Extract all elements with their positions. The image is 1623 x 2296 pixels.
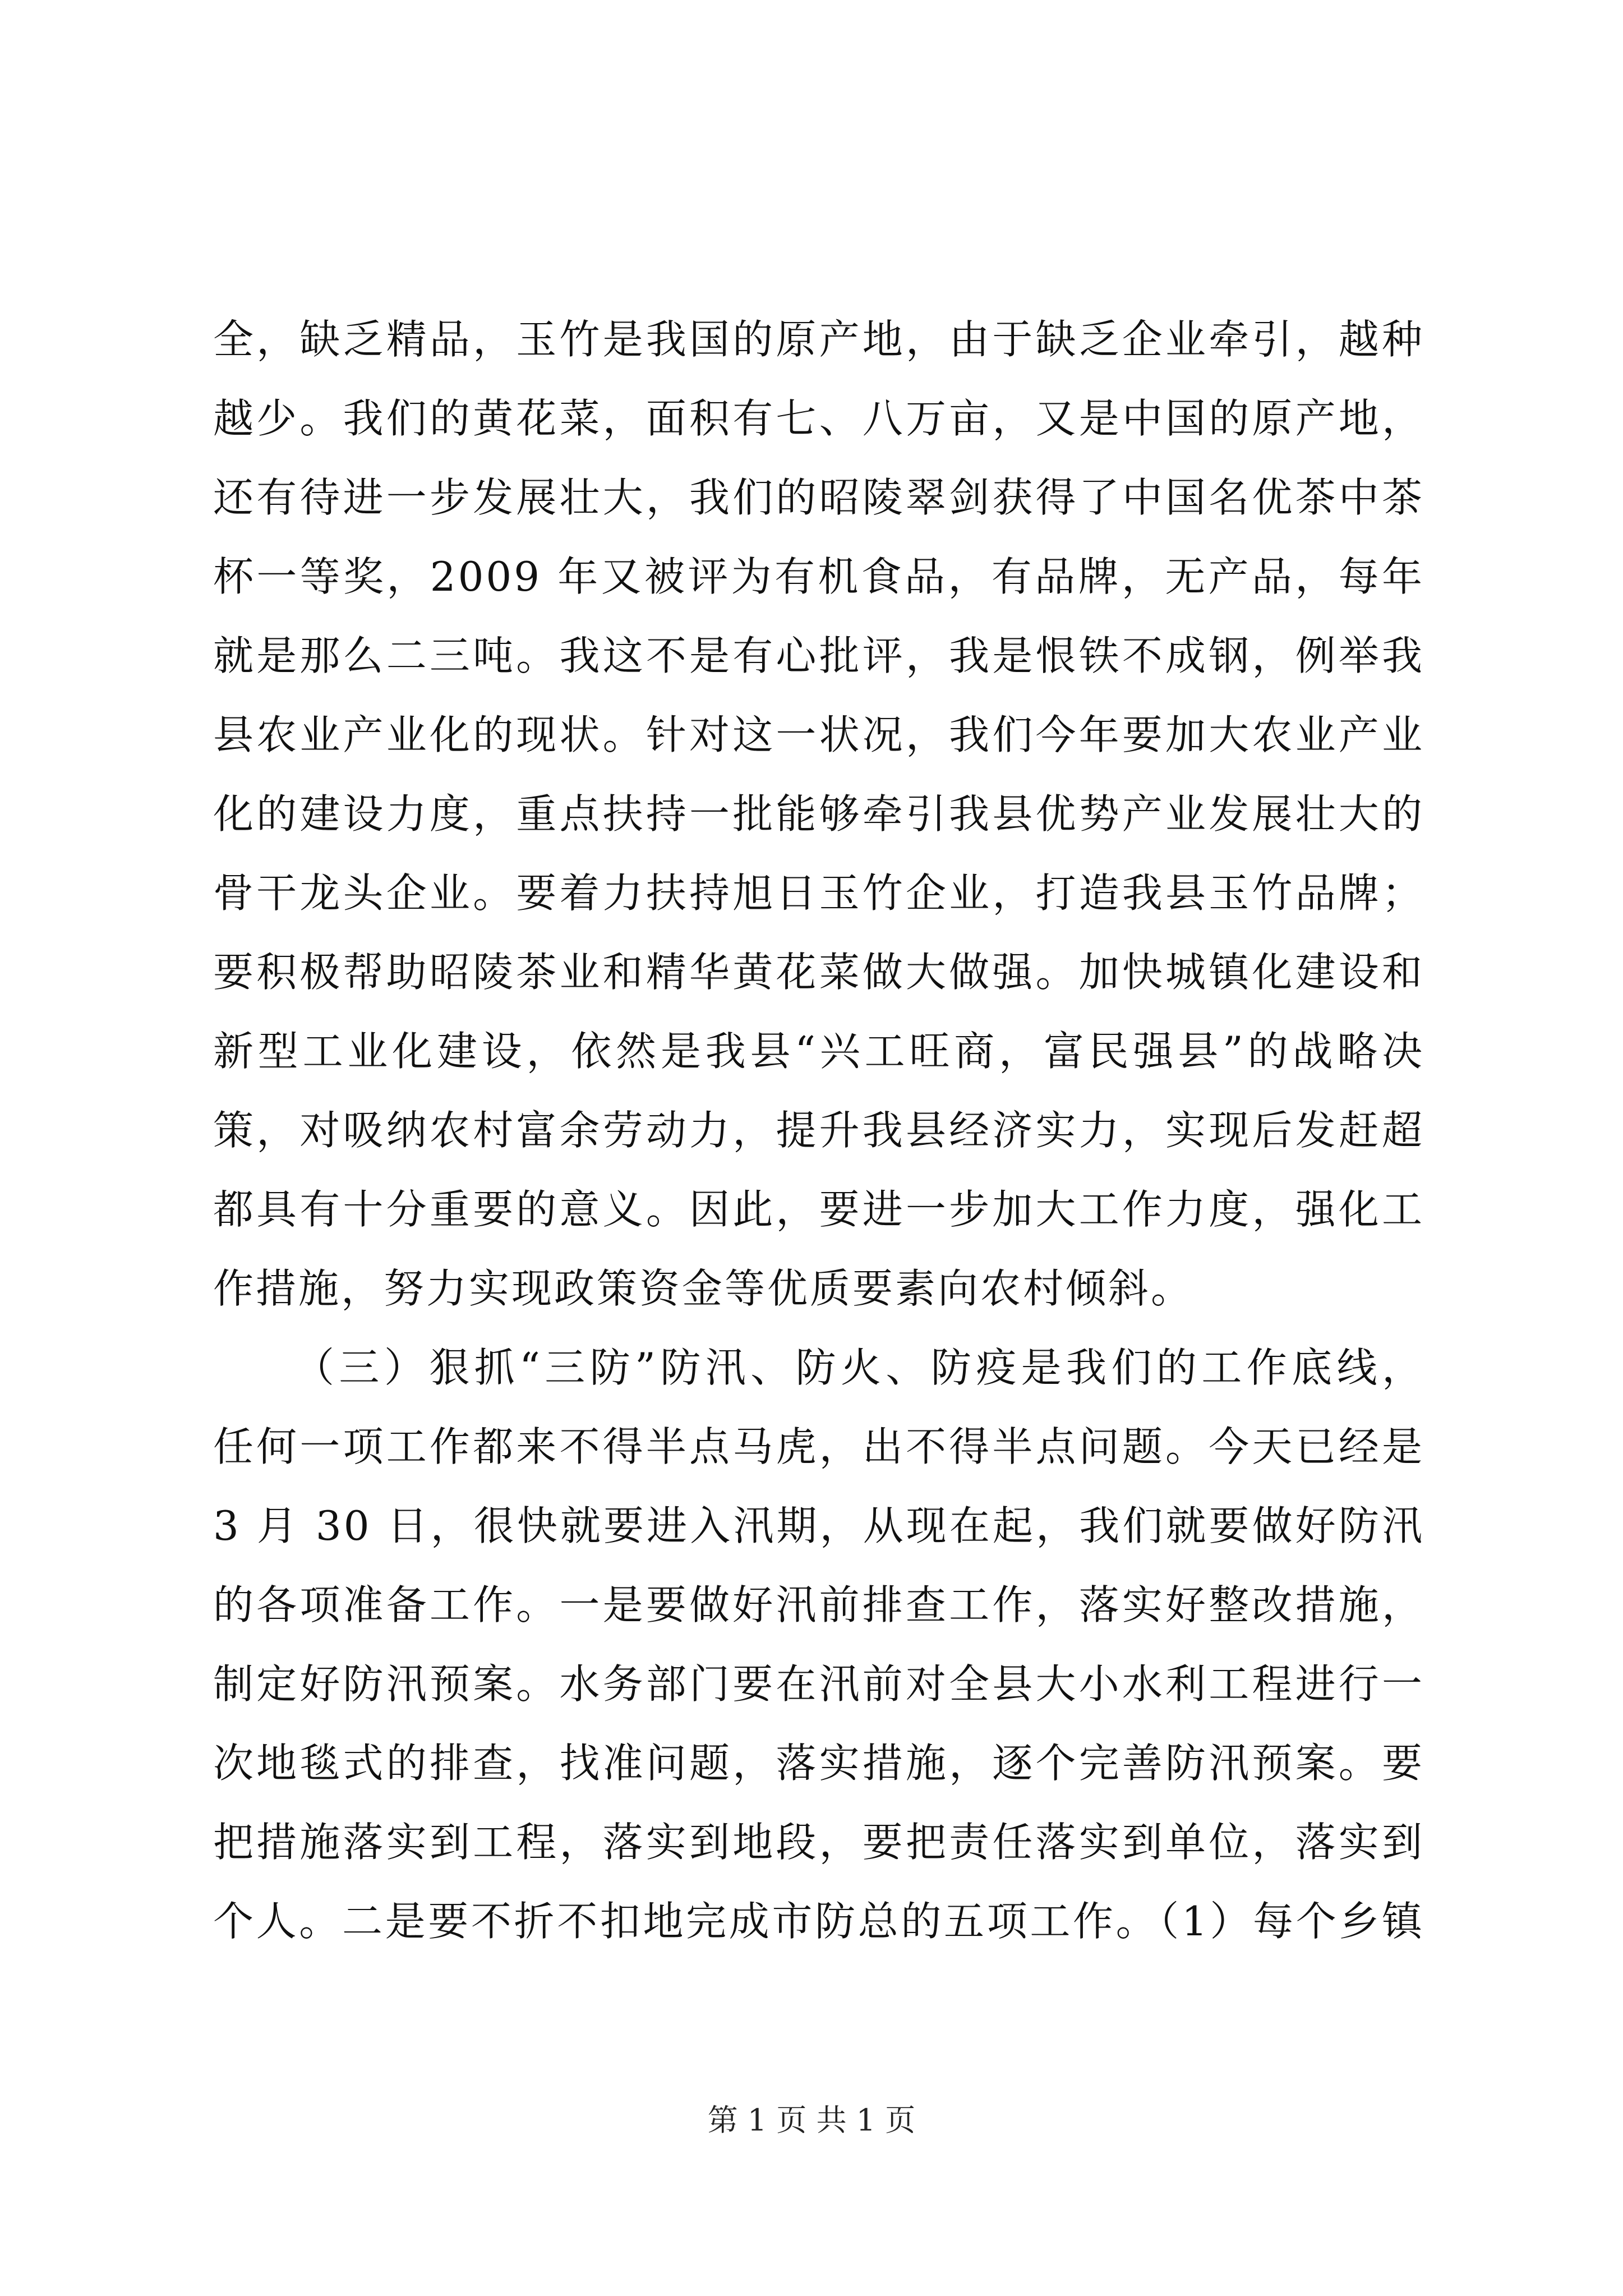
text-line: 的各项准备工作。一是要做好汛前排查工作，落实好整改措施， <box>213 1581 1424 1628</box>
text-line: 杯一等奖，2009 年又被评为有机食品，有品牌，无产品，每年 <box>213 553 1424 600</box>
text-line: 全，缺乏精品，玉竹是我国的原产地，由于缺乏企业牵引，越种 <box>213 316 1424 363</box>
text-line: 就是那么二三吨。我这不是有心批评，我是恨铁不成钢，例举我 <box>213 632 1424 679</box>
text-line: 3 月 30 日，很快就要进入汛期，从现在起，我们就要做好防汛 <box>213 1502 1424 1549</box>
section-heading-line: （三）狠抓“三防”防汛、防火、防疫是我们的工作底线， <box>294 1344 1424 1391</box>
text-line: 县农业产业化的现状。针对这一状况，我们今年要加大农业产业 <box>213 711 1424 758</box>
text-line: 制定好防汛预案。水务部门要在汛前对全县大小水利工程进行一 <box>213 1660 1424 1708</box>
text-line: 都具有十分重要的意义。因此，要进一步加大工作力度，强化工 <box>213 1186 1424 1233</box>
text-line: 越少。我们的黄花菜，面积有七、八万亩，又是中国的原产地， <box>213 395 1424 442</box>
text-line: 把措施落实到工程，落实到地段，要把责任落实到单位，落实到 <box>213 1819 1424 1866</box>
text-line: 次地毯式的排查，找准问题，落实措施，逐个完善防汛预案。要 <box>213 1740 1424 1787</box>
text-line: 要积极帮助昭陵茶业和精华黄花菜做大做强。加快城镇化建设和 <box>213 949 1424 996</box>
page-number-footer: 第 1 页 共 1 页 <box>707 2102 916 2138</box>
text-line: 任何一项工作都来不得半点马虎，出不得半点问题。今天已经是 <box>213 1423 1424 1470</box>
text-line: 还有待进一步发展壮大，我们的昭陵翠剑获得了中国名优茶中茶 <box>213 474 1424 521</box>
text-line: 化的建设力度，重点扶持一批能够牵引我县优势产业发展壮大的 <box>213 790 1424 838</box>
paragraph-end-line: 作措施，努力实现政策资金等优质要素向农村倾斜。 <box>213 1265 1194 1312</box>
text-line: 骨干龙头企业。要着力扶持旭日玉竹企业，打造我县玉竹品牌； <box>213 869 1424 917</box>
text-line: 策，对吸纳农村富余劳动力，提升我县经济实力，实现后发赶超 <box>213 1107 1424 1154</box>
text-line: 新型工业化建设，依然是我县“兴工旺商，富民强县”的战略决 <box>213 1028 1424 1075</box>
document-body <box>213 300 1424 1961</box>
text-line: 个人。二是要不折不扣地完成市防总的五项工作。（1）每个乡镇 <box>213 1898 1424 1945</box>
